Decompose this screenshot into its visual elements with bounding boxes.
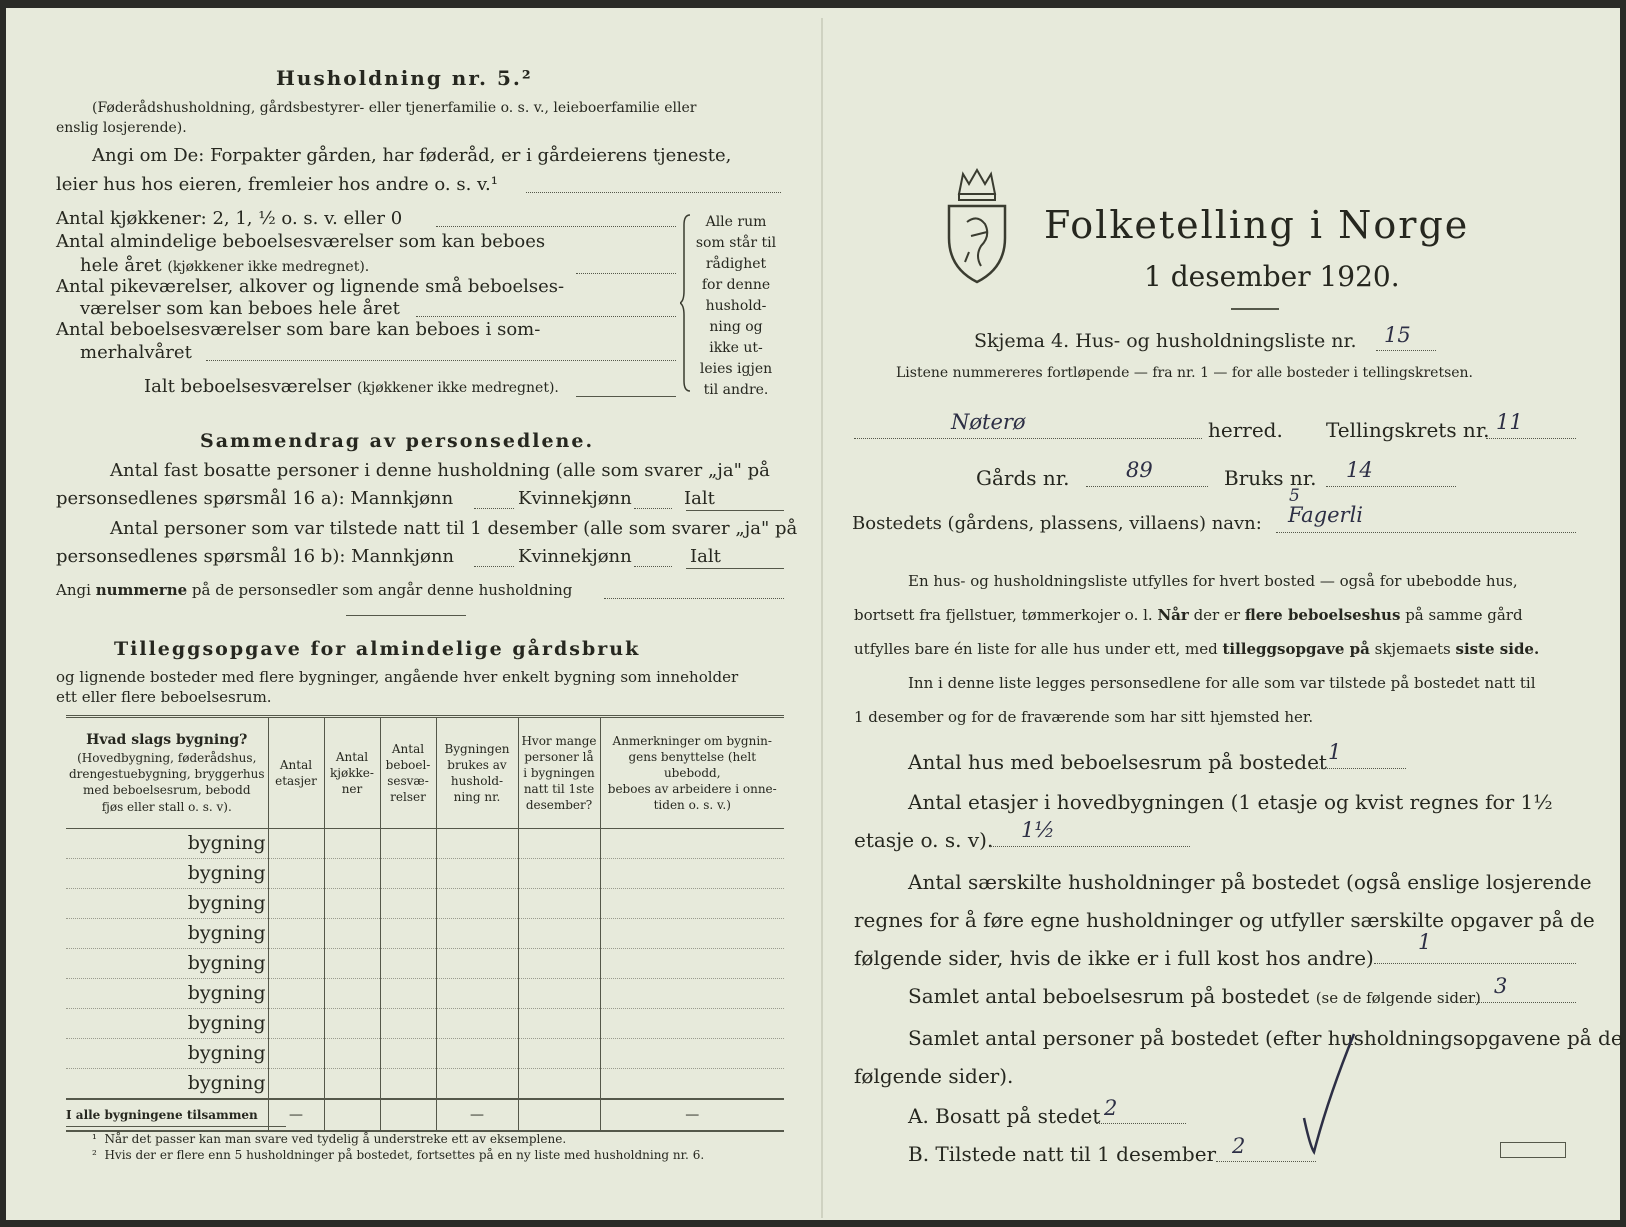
summary-b-female-line xyxy=(634,566,672,567)
krets-line xyxy=(1486,438,1576,439)
bruks-value: 14 xyxy=(1346,458,1373,482)
footnote-2: ² Hvis der er flere enn 5 husholdninger på bostedet, fortsettes på en ny liste med husholdning nr. 6. xyxy=(92,1148,705,1162)
q-rooms-value: 3 xyxy=(1494,974,1508,998)
gards-label: Gårds nr. xyxy=(976,466,1070,490)
bracket-note: Alle rum som står til rådighet for denne hushold- ning og ikke ut- leies igjen til andre. xyxy=(695,214,777,398)
coat-of-arms-icon xyxy=(941,166,1013,286)
q-floors-answer-line xyxy=(990,846,1190,847)
bruks-line xyxy=(1326,486,1456,487)
rooms-2a: Antal pikeværelser, alkover og lignende små beboelses- xyxy=(56,276,565,297)
kitchens-line xyxy=(436,226,676,227)
supplement-line1: og lignende bosteder med flere bygninger, angående hver enkelt bygning som inneholder xyxy=(56,668,739,686)
check-mark-icon xyxy=(1296,1028,1366,1158)
rooms-3-line xyxy=(206,360,676,361)
page-fold xyxy=(821,18,823,1218)
herred-value: Nøterø xyxy=(951,410,1026,434)
summary-a-female-line xyxy=(634,508,672,509)
total-rooms-line xyxy=(576,396,676,397)
ask-line-2: leier hus hos eieren, fremleier hos andre o. s. v.¹ xyxy=(56,174,498,195)
divider xyxy=(346,615,466,616)
q-households-answer-line xyxy=(1374,963,1576,964)
census-title: Folketelling i Norge xyxy=(1044,203,1470,247)
rooms-2-line xyxy=(416,316,676,317)
instruction-1-line3: utfylles bare én liste for alle hus under ett, med tilleggsopgave på skjemaets siste side. xyxy=(854,640,1540,658)
bosted-label: Bostedets (gårdens, plassens, villaens) navn: xyxy=(852,513,1262,534)
gards-line xyxy=(1086,486,1208,487)
q-resident-value: 2 xyxy=(1104,1096,1118,1120)
census-sheet xyxy=(6,8,1623,1220)
table-row: bygning xyxy=(66,1039,784,1069)
rooms-2b: værelser som kan beboes hele året xyxy=(80,298,400,319)
bosted-value: Fagerli xyxy=(1288,503,1364,527)
ask-line-1: Angi om De: Forpakter gården, har føderåd, er i gårdeierens tjeneste, xyxy=(92,145,732,166)
numbering-note: Listene nummereres fortløpende — fra nr. 1 — for alle bosteder i tellingskretsen. xyxy=(896,365,1474,381)
q-households-line3: følgende sider, hvis de ikke er i full kost hos andre) xyxy=(854,946,1374,970)
q-floors-line2: etasje o. s. v). xyxy=(854,828,994,852)
q-rooms: Samlet antal beboelsesrum på bostedet (se de følgende sider) xyxy=(908,984,1481,1008)
table-row: bygning xyxy=(66,1009,784,1039)
household-subtitle-1: (Føderådshusholdning, gårdsbestyrer- eller tjenerfamilie o. s. v., leieboerfamilie eller xyxy=(92,100,697,116)
q-persons-line1: Samlet antal personer på bostedet (efter husholdningsopgavene på de xyxy=(908,1026,1623,1050)
summary-b-line2: personsedlenes spørsmål 16 b): Mannkjønn xyxy=(56,546,455,567)
q-floors-value: 1½ xyxy=(1021,818,1055,842)
q-households-line1: Antal særskilte husholdninger på bostedet (også enslige losjerende xyxy=(908,870,1592,894)
summary-a-total-line xyxy=(686,510,784,511)
col-remarks: Anmerkninger om bygnin- gens benyttelse (helt ubebodd, beboes av arbeidere i onne- tiden o. s. v.) xyxy=(600,717,784,829)
instruction-1-line2: bortsett fra fjellstuer, tømmerkojer o. l. Når der er flere beboelseshus på samme gård xyxy=(854,606,1523,624)
household-subtitle-2: enslig losjerende). xyxy=(56,120,187,136)
supplement-title: Tilleggsopgave for almindelige gårdsbruk xyxy=(114,638,641,660)
bruks-label: Bruks nr. xyxy=(1224,466,1317,490)
table-row: bygning xyxy=(66,829,784,859)
total-rooms: Ialt beboelsesværelser (kjøkkener ikke medregnet). xyxy=(144,376,559,397)
numbers-answer-line xyxy=(604,598,784,599)
schema-label: Skjema 4. Hus- og husholdningsliste nr. xyxy=(974,330,1357,352)
summary-a-total: Ialt xyxy=(684,488,715,509)
krets-label: Tellingskrets nr. xyxy=(1326,418,1490,442)
table-row: bygning xyxy=(66,889,784,919)
q-households-value: 1 xyxy=(1418,930,1432,954)
col-building-type: Hvad slags bygning? (Hovedbygning, føderådshus, drengestuebygning, bryggerhus med beboelsesrum, bebodd fjøs eller stall o. s. v). xyxy=(66,717,268,829)
summary-b-total-line xyxy=(686,568,784,569)
instruction-2-line2: 1 desember og for de fraværende som har sitt hjemsted her. xyxy=(854,708,1314,726)
q-houses-value: 1 xyxy=(1328,740,1342,764)
q-households-line2: regnes for å føre egne husholdninger og utfyller særskilte opgaver på de xyxy=(854,908,1595,932)
q-houses: Antal hus med beboelsesrum på bostedet xyxy=(908,750,1327,774)
table-row: bygning xyxy=(66,1069,784,1100)
bosted-line xyxy=(1276,532,1576,533)
q-resident-line xyxy=(1096,1123,1186,1124)
building-table xyxy=(66,715,784,1132)
table-header xyxy=(66,717,784,829)
summary-a-line2: personsedlenes spørsmål 16 a): Mannkjønn xyxy=(56,488,454,509)
q-resident: A. Bosatt på stedet xyxy=(908,1104,1101,1128)
summary-b-male-line xyxy=(474,566,514,567)
col-floors: Antal etasjer xyxy=(268,717,324,829)
rooms-1b: hele året (kjøkkener ikke medregnet). xyxy=(80,255,370,276)
krets-value: 11 xyxy=(1496,410,1523,434)
schema-value: 15 xyxy=(1384,323,1411,347)
household-title: Husholdning nr. 5.² xyxy=(276,66,533,90)
total-dash: — xyxy=(268,1099,324,1131)
schema-line xyxy=(1376,350,1436,351)
kitchens-label: Antal kjøkkener: 2, 1, ½ o. s. v. eller 0 xyxy=(56,208,403,229)
summary-title: Sammendrag av personsedlene. xyxy=(200,430,595,452)
printer-stamp xyxy=(1500,1142,1566,1158)
footnote-1: ¹ Når det passer kan man svare ved tydelig å understreke ett av eksemplene. xyxy=(92,1132,567,1146)
herred-label: herred. xyxy=(1208,418,1283,442)
gards-value: 89 xyxy=(1126,458,1153,482)
numbers-line: Angi nummerne på de personsedler som angår denne husholdning xyxy=(56,581,573,599)
rooms-3b: merhalvåret xyxy=(80,342,192,363)
rooms-3a: Antal beboelsesværelser som bare kan beboes i som- xyxy=(56,319,541,340)
census-date: 1 desember 1920. xyxy=(1144,260,1400,293)
instruction-2-line1: Inn i denne liste legges personsedlene for alle som var tilstede på bostedet natt til xyxy=(908,674,1536,692)
rooms-1-line xyxy=(576,273,676,274)
title-rule xyxy=(1231,308,1279,310)
total-dash: — xyxy=(600,1099,784,1131)
table-row: bygning xyxy=(66,979,784,1009)
summary-b-total: Ialt xyxy=(690,546,721,567)
q-present: B. Tilstede natt til 1 desember xyxy=(908,1142,1217,1166)
q-present-value: 2 xyxy=(1232,1134,1246,1158)
col-persons: Hvor mange personer lå i bygningen natt til 1ste desember? xyxy=(518,717,600,829)
q-persons-line2: følgende sider). xyxy=(854,1064,1014,1088)
ask-answer-line xyxy=(526,192,781,193)
col-household-nr: Bygningen brukes av hushold- ning nr. xyxy=(436,717,518,829)
q-present-line xyxy=(1216,1161,1316,1162)
col-kitchens: Antal kjøkke- ner xyxy=(324,717,380,829)
summary-b-female: Kvinnekjønn xyxy=(518,546,632,567)
herred-line xyxy=(854,438,1202,439)
table-row: bygning xyxy=(66,859,784,889)
q-houses-line xyxy=(1310,768,1406,769)
table-row: bygning xyxy=(66,949,784,979)
q-floors-line1: Antal etasjer i hovedbygningen (1 etasje og kvist regnes for 1½ xyxy=(908,790,1553,814)
supplement-line2: ett eller flere beboelsesrum. xyxy=(56,688,272,706)
bosted-mark: 5 xyxy=(1289,486,1300,506)
q-rooms-answer-line xyxy=(1460,1002,1576,1003)
rooms-1a: Antal almindelige beboelsesværelser som kan beboes xyxy=(56,231,546,252)
footnote-divider xyxy=(66,1126,286,1127)
total-dash: — xyxy=(436,1099,518,1131)
bracket-icon xyxy=(680,213,694,393)
total-label: I alle bygningene tilsammen xyxy=(66,1099,268,1131)
summary-a-female: Kvinnekjønn xyxy=(518,488,632,509)
summary-a-male-line xyxy=(474,508,514,509)
table-row: bygning xyxy=(66,919,784,949)
summary-b-line1: Antal personer som var tilstede natt til 1 desember (alle som svarer „ja" på xyxy=(110,518,798,539)
col-rooms: Antal beboel- sesvæ- relser xyxy=(380,717,436,829)
summary-a-line1: Antal fast bosatte personer i denne husholdning (alle som svarer „ja" på xyxy=(110,460,770,481)
instruction-1-line1: En hus- og husholdningsliste utfylles for hvert bosted — også for ubebodde hus, xyxy=(908,572,1518,590)
